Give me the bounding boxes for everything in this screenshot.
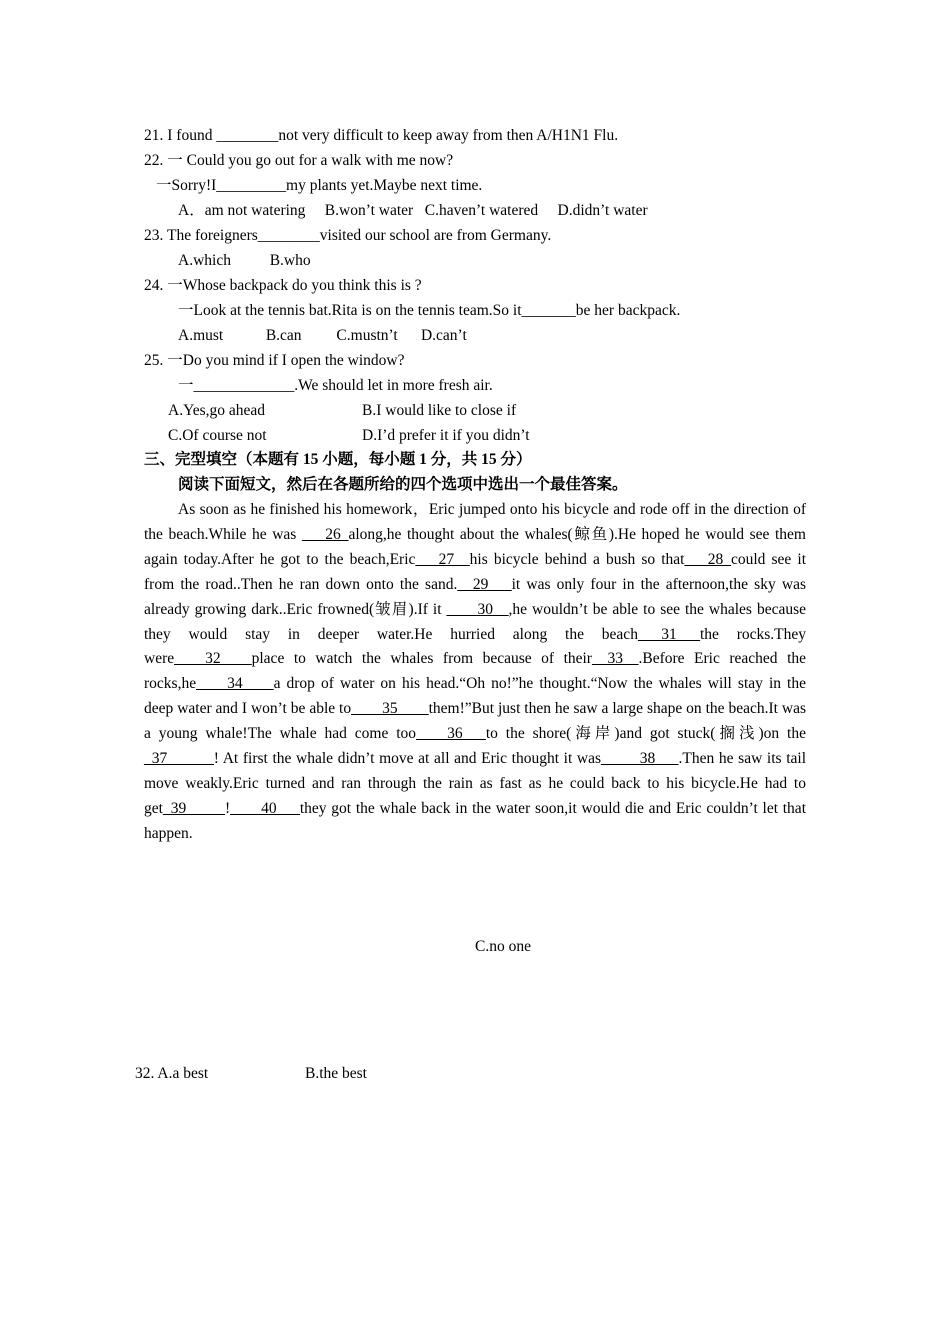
question-23-stem: 23. The foreigners________visited our school are from Germany. [144, 227, 552, 244]
question-22-stem: 22. 一 Could you go out for a walk with me now? [144, 152, 454, 169]
passage-text: it was only four in the afternoon,the sky was already growing dark..Eric frowned(皱眉).If it [144, 575, 806, 618]
passage-text: they got the whale back in the water soon,it would die and Eric couldn’t let that happen. [144, 799, 806, 842]
passage-text: ,he wouldn’t be able to see the whales because they would stay in deeper water.He hurried along the beach [144, 600, 806, 643]
question-24-stem: 24. 一Whose backpack do you think this is ? [144, 277, 422, 294]
passage-text: his bicycle behind a bush so that [469, 550, 685, 568]
blank-35: ____35____ [351, 700, 429, 718]
passage-text: them!”But just then he saw a large shape on the beach.It was a young whale!The whale had come too [144, 700, 806, 743]
passage-text: could see it from the road..Then he ran down onto the sand. [144, 550, 807, 593]
blank-32: ____32____ [174, 650, 252, 668]
blank-30: ____30__ [446, 600, 509, 618]
cloze-passage [144, 498, 806, 847]
question-25-stem: 25. 一Do you mind if I open the window? [144, 352, 405, 369]
question-25-reply: 一_____________.We should let in more fresh air. [178, 377, 493, 394]
question-22-options: A．am not watering B.won’t water C.haven’t watered D.didn’t water [178, 202, 648, 219]
question-25-option-a: A.Yes,go ahead [168, 402, 266, 419]
passage-text: to the shore(海岸)and got stuck(搁浅)on the [485, 725, 806, 743]
passage-text: ! At first the whale didn’t move at all and Eric thought it was [213, 750, 602, 768]
question-25-option-b: B.I would like to close if [362, 402, 517, 419]
blank-40: ____40___ [230, 799, 300, 817]
blank-37: _37______ [144, 750, 214, 768]
blank-28: ___28_ [684, 550, 731, 568]
question-21: 21. I found ________not very difficult to keep away from then A/H1N1 Flu. [144, 127, 619, 144]
section-3-heading: 三、完型填空（本题有 15 小题，每小题 1 分，共 15 分） [144, 451, 532, 468]
blank-27: ___27__ [415, 550, 470, 568]
question-25-option-d: D.I’d prefer it if you didn’t [362, 427, 530, 444]
blank-31: ___31___ [637, 625, 700, 643]
blank-29: __29___ [457, 575, 512, 593]
section-3-instruction: 阅读下面短文，然后在各题所给的四个选项中选出一个最佳答案。 [178, 476, 628, 493]
question-32-option-a: 32. A.a best [135, 1065, 209, 1082]
option-fragment-c: C.no one [475, 938, 531, 955]
passage-text: place to watch the whales from because of their [251, 650, 592, 668]
question-24-reply: 一Look at the tennis bat.Rita is on the tennis team.So it_______be her backpack. [178, 302, 681, 319]
blank-36: ____36___ [416, 725, 486, 743]
question-32-option-b: B.the best [305, 1065, 367, 1082]
question-25-option-c: C.Of course not [168, 427, 267, 444]
question-23-options: A.which B.who [178, 252, 311, 269]
passage-text: .Then he saw its tail move weakly.Eric turned and ran through the rain as fast as he could back to his bicycle.He had to get [144, 750, 807, 817]
passage-text: along,he thought about the whales(鲸鱼).He hoped he would see them again today.After he got to the beach,Eric [144, 525, 806, 568]
passage-text: the rocks.They were [144, 625, 807, 668]
blank-33: __33__ [591, 650, 639, 668]
question-24-options: A.must B.can C.mustn’t D.can’t [178, 327, 467, 344]
passage-text: .Before Eric reached the rocks,he [144, 650, 807, 693]
blank-26: ___26_ [301, 525, 349, 543]
blank-34: ____34____ [196, 675, 274, 693]
passage-text: As soon as he finished his homework，Eric jumped onto his bicycle and rode off in the direction of the beach.While he was [144, 501, 806, 543]
passage-text: ! [224, 799, 231, 817]
blank-39: _39_____ [162, 799, 225, 817]
passage-text: a drop of water on his head.“Oh no!”he thought.“Now the whales will stay in the deep water and I won’t be able to [144, 675, 806, 718]
blank-38: _____38___ [601, 750, 679, 768]
question-22-reply: 一Sorry!I_________my plants yet.Maybe next time. [156, 177, 483, 194]
